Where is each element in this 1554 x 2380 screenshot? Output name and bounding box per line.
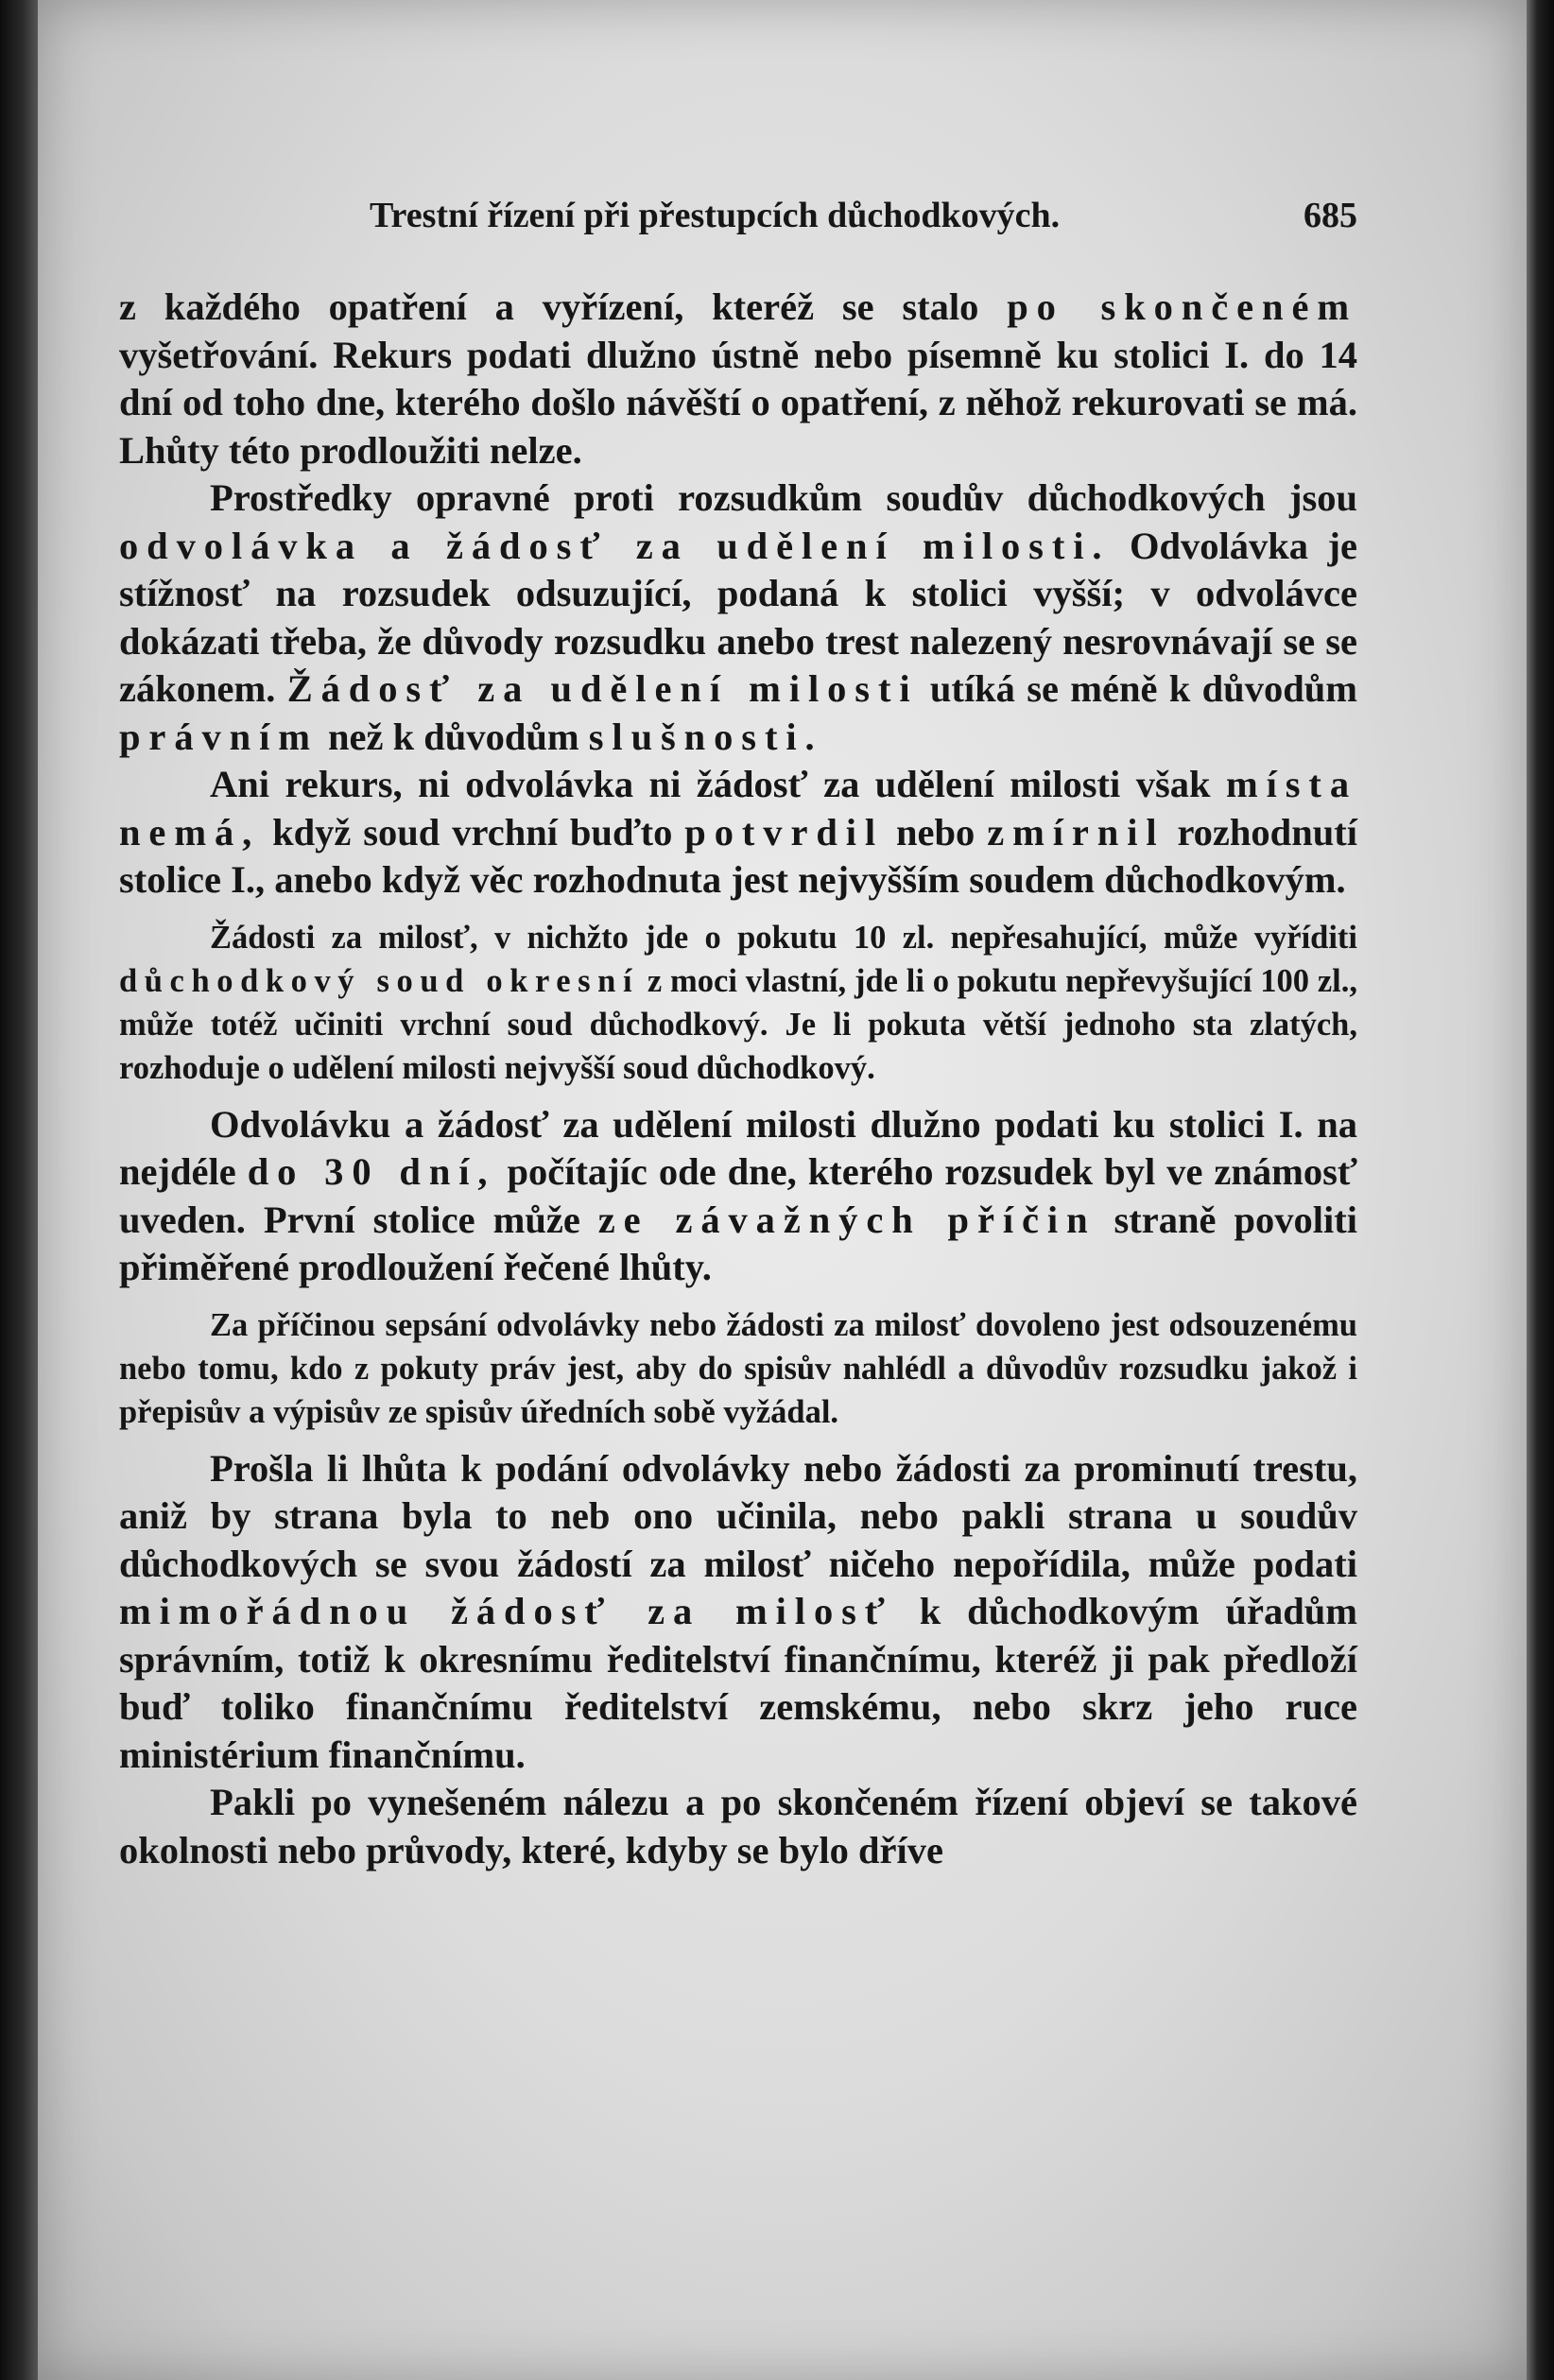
running-head bbox=[119, 189, 1357, 242]
spaced-emphasis: mimořádnou žádosť za milosť bbox=[119, 1590, 893, 1632]
text-run: Odvolávku a žádosť za udělení milosti dlužno podati ku stolici I. na nejdéle bbox=[119, 1102, 1357, 1193]
spaced-emphasis: Žádosť za udělení milosti bbox=[286, 667, 919, 710]
spaced-emphasis: zmírnil bbox=[987, 810, 1166, 854]
spaced-emphasis: důchodkový soud okresní bbox=[119, 962, 640, 999]
paragraph-mimoradna-zadost bbox=[119, 1445, 1357, 1780]
text-run: Prošla li lhůta k podání odvolávky nebo žádosti za prominutí trestu, aniž by strana byla to neb ono učinila, nebo pakli strana u soudův důchodkových se svou žádostí za milosť ničeho nepořídila, může podati bbox=[119, 1446, 1357, 1585]
text-run: nebo bbox=[884, 810, 988, 854]
paragraph-sepsani-odvolavky bbox=[119, 1303, 1357, 1434]
text-run: než k důvodům bbox=[318, 715, 589, 758]
text-run: straně povoliti přiměřené prodloužení řečené lhůty. bbox=[119, 1198, 1357, 1288]
paragraph-zadosti-za-milost bbox=[119, 916, 1357, 1090]
text-run: Odvolávka je stížnosť na rozsudek odsuzující, podaná k stolici vyšší; v odvolávce dokázati třeba, že důvody rozsudku anebo trest nalezený nesrovnávají se se zákonem. bbox=[119, 524, 1357, 710]
spaced-emphasis: po skončeném bbox=[1007, 285, 1357, 328]
text-run: Žádosti za milosť, v nichžto jde o pokutu 10 zl. nepřesahující, může vyříditi bbox=[210, 919, 1357, 956]
text-run: Prostředky opravné proti rozsudkům soudův důchodkových jsou bbox=[210, 476, 1357, 519]
paragraph-opravne-prostredky bbox=[119, 474, 1357, 761]
text-run: když soud vrchní buďto bbox=[260, 810, 685, 854]
text-run: vyšetřování. Rekurs podati dlužno ústně nebo písemně ku stolici I. do 14 dní od toho dne, kterého došlo návěští o opatření, z něhož rekurovati se má. Lhůty této prodloužiti nelze. bbox=[119, 333, 1357, 472]
text-run: rozhodnutí stolice I., anebo když věc rozhodnuta jest nejvyšším soudem důchodkovým. bbox=[119, 810, 1357, 901]
running-title: Trestní řízení při přestupcích důchodkových. bbox=[370, 196, 1061, 235]
spaced-emphasis: právním bbox=[119, 715, 319, 758]
spaced-emphasis: slušnosti. bbox=[588, 715, 823, 758]
paragraph-rekurs-continuation bbox=[119, 284, 1357, 474]
paragraph-lhuta-odvolavky bbox=[119, 1101, 1357, 1292]
text-run: Za příčinou sepsání odvolávky nebo žádosti za milosť dovoleno jest odsouzenému nebo tomu, kdo z pokuty práv jest, aby do spisův nahlédl a důvodův rozsudku jakož i přepisův a výpisův ze spisův úředních sobě vyžádal. bbox=[119, 1306, 1357, 1430]
spaced-emphasis: místa nemá, bbox=[119, 763, 1357, 854]
spaced-emphasis: do 30 dní, bbox=[247, 1150, 496, 1193]
page-text bbox=[119, 189, 1357, 1874]
text-run: z každého opatření a vyřízení, kteréž se stalo bbox=[119, 285, 1008, 328]
text-run: Ani rekurs, ni odvolávka ni žádosť za udělení milosti však bbox=[210, 763, 1226, 805]
spaced-emphasis: potvrdil bbox=[684, 810, 885, 854]
spaced-emphasis: ze závažných příčin bbox=[597, 1198, 1096, 1241]
text-run: Pakli po vynešeném nálezu a po skončeném řízení objeví se takové okolnosti nebo průvody, které, kdyby se bylo dříve bbox=[119, 1781, 1357, 1871]
text-run: z moci vlastní, jde li o pokutu nepřevyšující 100 zl., může totéž učiniti vrchní soud důchodkový. Je li pokuta větší jednoho sta zlatých, rozhoduje o udělení milosti nejvyšší soud důchodkový. bbox=[119, 962, 1357, 1086]
scan-left-edge bbox=[0, 0, 38, 2380]
paragraph-ani-rekurs bbox=[119, 761, 1357, 905]
spaced-emphasis: odvolávka a žádosť za udělení milosti. bbox=[119, 524, 1111, 567]
page-number: 685 bbox=[1304, 196, 1357, 235]
scan-right-edge bbox=[1527, 0, 1554, 2380]
paragraph-pakli-po-vynesenem bbox=[119, 1779, 1357, 1874]
text-run: utíká se méně k důvodům bbox=[918, 667, 1357, 710]
text-run: k důchodkovým úřadům správním, totiž k okresnímu ředitelství finančnímu, kteréž ji pak předloží buď toliko finančnímu ředitelství zemskému, nebo skrz jeho ruce ministérium finančnímu. bbox=[119, 1590, 1357, 1776]
text-run: počítajíc ode dne, kterého rozsudek byl ve známosť uveden. První stolice může bbox=[119, 1150, 1357, 1241]
